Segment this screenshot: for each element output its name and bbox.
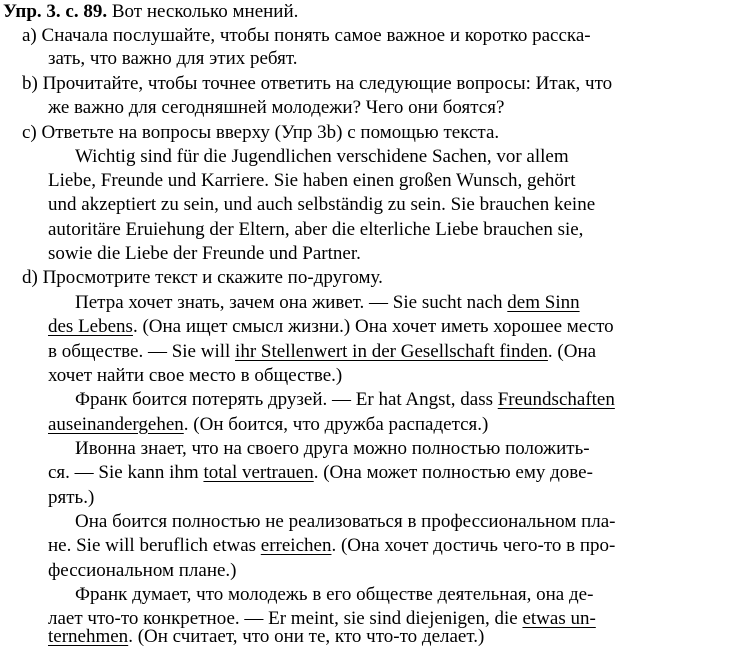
exercise-intro: Вот несколько мнений. <box>111 1 299 22</box>
frank-text: . (Он боится, что дружба распадется.) <box>183 414 489 435</box>
exercise-header <box>0 0 740 24</box>
item-c-line-1 <box>0 121 740 145</box>
item-a-line-2: зать, что важно для этих ребят. <box>48 48 298 69</box>
underlined-phrase: Freundschaften <box>497 389 615 410</box>
item-a-marker: a) <box>22 25 37 46</box>
frank2-line-1: Франк думает, что молодежь в его обществе деятельная, она де- <box>75 584 594 605</box>
underlined-phrase: des Lebens <box>48 316 133 337</box>
ivonna-text: ся. — Sie kann ihm <box>48 462 204 483</box>
item-a-text: Сначала послушайте, чтобы понять самое важное и коротко расска- <box>41 25 591 46</box>
german-text-line-4: autoritäre Eruiehung der Eltern, aber die elterliche Liebe brauchen sie, <box>48 219 584 240</box>
underlined-phrase: etwas un- <box>522 608 596 629</box>
underlined-phrase: auseinandergehen <box>48 414 184 435</box>
german-text-line-5: sowie die Liebe der Freunde und Partner. <box>48 243 361 264</box>
petra-text: в обществе. — Sie will <box>48 341 236 362</box>
career-text: не. Sie will beruflich etwas <box>48 535 261 556</box>
underlined-phrase: total vertrauen <box>203 462 314 483</box>
frank2-text: . (Он считает, что они те, кто что-то делает.) <box>128 626 485 647</box>
career-line-3: фессиональном плане.) <box>48 560 237 581</box>
underlined-phrase: ihr Stellenwert in der Gesellschaft finden <box>235 341 548 362</box>
frank-text: Франк боится потерять друзей. — Er hat Angst, dass <box>75 389 498 410</box>
petra-text: . (Она <box>547 341 597 362</box>
petra-text: Петра хочет знать, зачем она живет. — Sie sucht nach <box>75 292 508 313</box>
german-text-line-1: Wichtig sind für die Jugendlichen verschidene Sachen, vor allem <box>75 146 569 167</box>
item-d-line-1 <box>0 266 740 290</box>
item-b-line-1 <box>0 72 740 96</box>
ivonna-text: . (Она может полностью ему дове- <box>313 462 593 483</box>
petra-line-1 <box>0 291 740 315</box>
petra-line-2 <box>0 315 740 339</box>
item-b-text: Прочитайте, чтобы точнее ответить на следующие вопросы: Итак, что <box>42 73 613 94</box>
item-d-marker: d) <box>22 267 38 288</box>
ivonna-line-3: рять.) <box>48 487 95 508</box>
item-a-line-1 <box>0 24 740 48</box>
petra-line-3 <box>0 340 740 364</box>
item-c-marker: c) <box>22 122 37 143</box>
item-d-text: Просмотрите текст и скажите по-другому. <box>42 267 383 288</box>
underlined-phrase: dem Sinn <box>507 292 580 313</box>
frank-line-1 <box>0 388 740 412</box>
frank2-line-3 <box>0 625 740 649</box>
career-line-2 <box>0 534 740 558</box>
exercise-label: Упр. 3. с. 89. <box>3 1 108 22</box>
item-b-marker: b) <box>22 73 38 94</box>
german-text-line-2: Liebe, Freunde und Karriere. Sie haben einen großen Wunsch, gehört <box>48 170 576 191</box>
german-text-line-3: und akzeptiert zu sein, und auch selbständig zu sein. Sie brauchen keine <box>48 194 596 215</box>
underlined-phrase: erreichen <box>260 535 332 556</box>
underlined-phrase: ternehmen <box>48 626 129 647</box>
ivonna-line-1: Ивонна знает, что на своего друга можно полностью положить- <box>75 438 590 459</box>
frank-line-2 <box>0 413 740 437</box>
frank2-text: лает что-то конкретное. — Er meint, sie sind diejenigen, die <box>48 608 523 629</box>
item-b-line-2: же важно для сегодняшней молодежи? Чего они боятся? <box>48 97 505 118</box>
petra-text: . (Она ищет смысл жизни.) Она хочет иметь хорошее место <box>132 316 614 337</box>
item-c-text: Ответьте на вопросы вверху (Упр 3b) с помощью текста. <box>41 122 500 143</box>
career-text: . (Она хочет достичь чего-то в про- <box>331 535 616 556</box>
petra-line-4: хочет найти свое место в обществе.) <box>48 365 343 386</box>
ivonna-line-2 <box>0 461 740 485</box>
career-line-1: Она боится полностью не реализоваться в профессиональном пла- <box>75 511 616 532</box>
